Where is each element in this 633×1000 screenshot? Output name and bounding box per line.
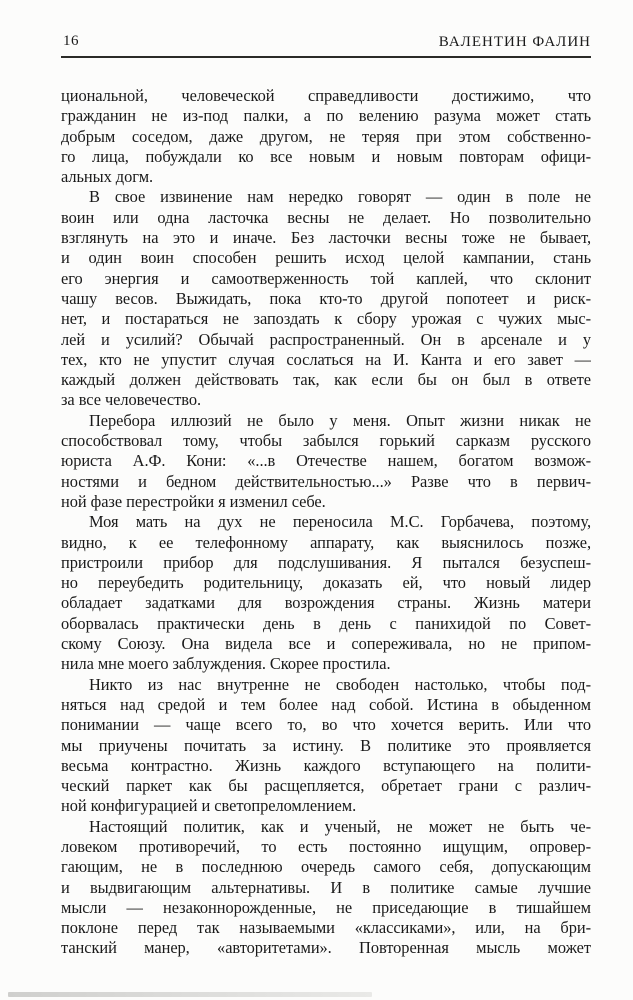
text-line: обладает задатками для возрождения страны. Жизнь матери <box>61 593 591 613</box>
paragraph <box>61 411 591 512</box>
text-line: и один воин способен решить исход целой кампании, стань <box>61 248 591 268</box>
text-line: за все человечество. <box>61 390 202 410</box>
text-line: Моя мать на дух не переносила М.С. Горбачева, поэтому, <box>89 512 591 532</box>
running-header <box>61 33 591 55</box>
text-line: Перебора иллюзий не было у меня. Опыт жизни никак не <box>89 410 591 430</box>
text-line: ностями и бедном действительностью...» Разве что в первич- <box>61 471 591 491</box>
text-line: поклоне перед так называемыми «классиками», или, на бри- <box>61 918 591 938</box>
text-line: нила мне моего заблуждения. Скорее простила. <box>61 654 391 674</box>
text-line: воин или одна ласточка весны не делает. Но позволительно <box>61 207 591 227</box>
text-line: и выдвигающим альтернативы. И в политике самые лучшие <box>61 877 591 897</box>
text-line: нет, и постараться не запоздать к сбору урожая с чужих мыс- <box>61 309 591 329</box>
text-line: гающим, не в последнюю очередь самого себя, допускающим <box>61 857 591 877</box>
text-line: оборвалась практически день в день с панихидой по Совет- <box>61 613 591 633</box>
paragraph <box>61 187 591 410</box>
text-line: чашу весов. Выжидать, пока кто-то другой попотеет и риск- <box>61 288 591 308</box>
text-line: юриста А.Ф. Кони: «...в Отечестве нашем, богатом возмож- <box>61 451 591 471</box>
text-line: взглянуть на это и иначе. Без ласточки весны тоже не бывает, <box>61 228 591 248</box>
paragraph <box>61 817 591 959</box>
text-body <box>61 86 591 966</box>
text-line: В свое извинение нам нередко говорят — один в поле не <box>89 187 591 207</box>
page-number: 16 <box>63 33 79 49</box>
text-line: скому Союзу. Она видела все и сопереживала, но не припом- <box>61 634 591 654</box>
text-line: понимании — чаще всего то, во что хочется верить. Или что <box>61 715 591 735</box>
text-line: способствовал тому, чтобы забылся горький сарказм русского <box>61 431 591 451</box>
text-line: видно, к ее телефонному аппарату, как выяснилось позже, <box>61 532 591 552</box>
header-rule <box>61 56 591 58</box>
text-line: Никто из нас внутренне не свободен настолько, чтобы под- <box>89 674 591 694</box>
text-line: гражданин не из-под палки, а по велению разума может стать <box>61 106 591 126</box>
text-line: мысли — незаконнорожденные, не приседающие в тишайшем <box>61 897 591 917</box>
text-line: весьма контрастно. Жизнь каждого вступающего на полити- <box>61 755 591 775</box>
text-line: го лица, побуждали ко все новым и новым повторам офици- <box>61 146 591 166</box>
text-line: пристроили прибор для подслушивания. Я пытался безуспеш- <box>61 552 591 572</box>
text-line: циональной, человеческой справедливости достижимо, что <box>61 86 591 105</box>
text-line: Настоящий политик, как и ученый, не может не быть че- <box>89 816 591 836</box>
paragraph <box>61 675 591 817</box>
text-line: няться над средой и тем более над собой. Истина в обыденном <box>61 694 591 714</box>
text-line: добрым соседом, даже другом, не теряя при этом собственно- <box>61 126 591 146</box>
text-line: его энергия и самоотверженность той каплей, что склонит <box>61 268 591 288</box>
text-line: каждый должен действовать так, как если бы он был в ответе <box>61 370 591 390</box>
text-line: ческий паркет как бы расщепляется, обретает грани с различ- <box>61 776 591 796</box>
text-line: ловеком противоречий, то есть постоянно ищущим, опровер- <box>61 836 591 856</box>
text-line: альных догм. <box>61 167 154 187</box>
text-line: ной конфигурацией и светопреломлением. <box>61 796 357 816</box>
paragraph <box>61 512 591 674</box>
text-line: танский манер, «авторитетами». Повторенная мысль может <box>61 938 591 958</box>
text-line: тех, кто не упустит случая сослаться на И. Канта и его завет — <box>61 349 591 369</box>
text-line: лей и усилий? Обычай распространенный. Он в арсенале и у <box>61 329 591 349</box>
text-line: но переубедить родительницу, доказать ей, что новый лидер <box>61 573 591 593</box>
scan-artifact-bar <box>8 992 372 997</box>
running-title: ВАЛЕНТИН ФАЛИН <box>438 34 591 50</box>
paragraph <box>61 86 591 187</box>
text-line: ной фазе перестройки я изменил себе. <box>61 491 326 511</box>
text-line: мы приучены почитать за истину. В политике это проявляется <box>61 735 591 755</box>
